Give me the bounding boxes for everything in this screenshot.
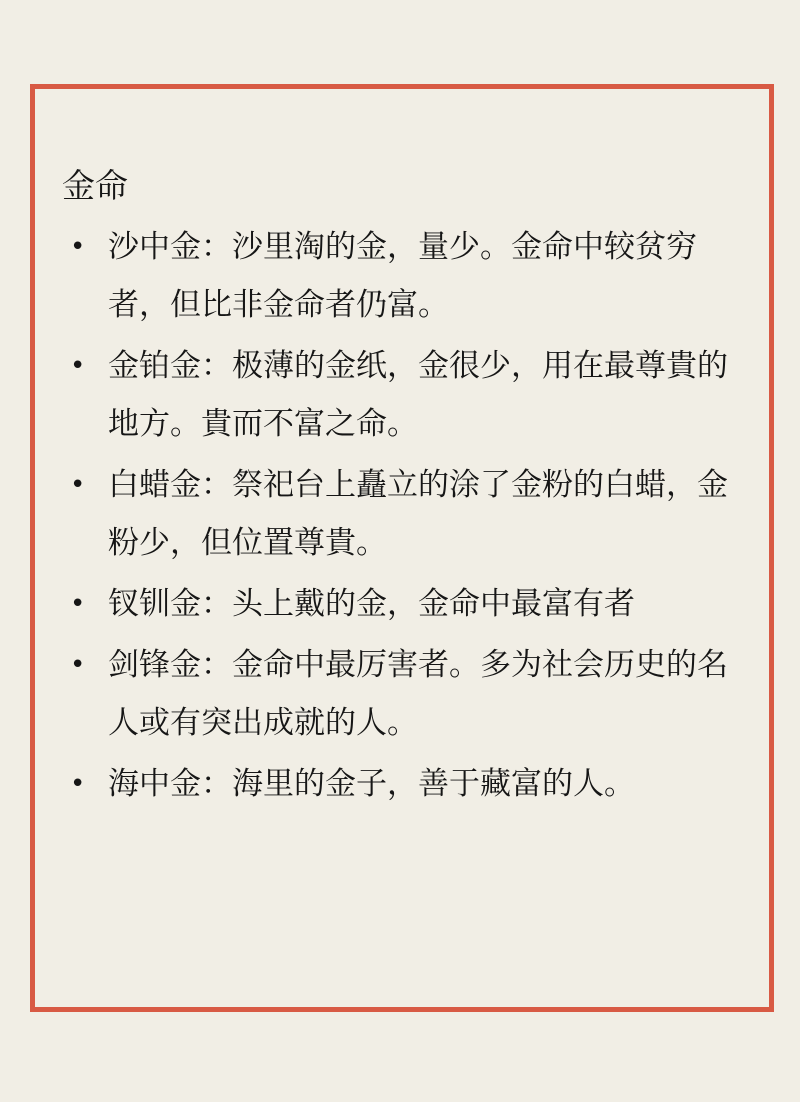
bullet-icon: •	[70, 232, 86, 262]
list-item	[62, 755, 742, 813]
metal-types-list	[62, 218, 742, 813]
bullet-icon: •	[70, 351, 86, 381]
bullet-icon: •	[70, 470, 86, 500]
list-item	[62, 456, 742, 572]
list-item-text: 沙中金：沙里淘的金，量少。金命中较贫穷者，但比非金命者仍富。	[108, 229, 697, 323]
page-title: 金命	[62, 166, 128, 205]
list-item	[62, 218, 742, 334]
bullet-icon: •	[70, 769, 86, 799]
list-item	[62, 575, 742, 633]
content-area	[62, 158, 742, 816]
list-item	[62, 636, 742, 752]
list-item	[62, 337, 742, 453]
bullet-icon: •	[70, 650, 86, 680]
list-item-text: 金铂金：极薄的金纸，金很少，用在最尊貴的地方。貴而不富之命。	[108, 348, 728, 442]
list-item-text: 海中金：海里的金子，善于藏富的人。	[108, 766, 635, 802]
bullet-icon: •	[70, 589, 86, 619]
list-item-text: 钗钏金：头上戴的金，金命中最富有者	[108, 586, 635, 622]
list-item-text: 白蜡金：祭祀台上矗立的涂了金粉的白蜡，金粉少，但位置尊貴。	[108, 467, 728, 561]
list-item-text: 剑锋金：金命中最厉害者。多为社会历史的名人或有突出成就的人。	[108, 647, 728, 741]
